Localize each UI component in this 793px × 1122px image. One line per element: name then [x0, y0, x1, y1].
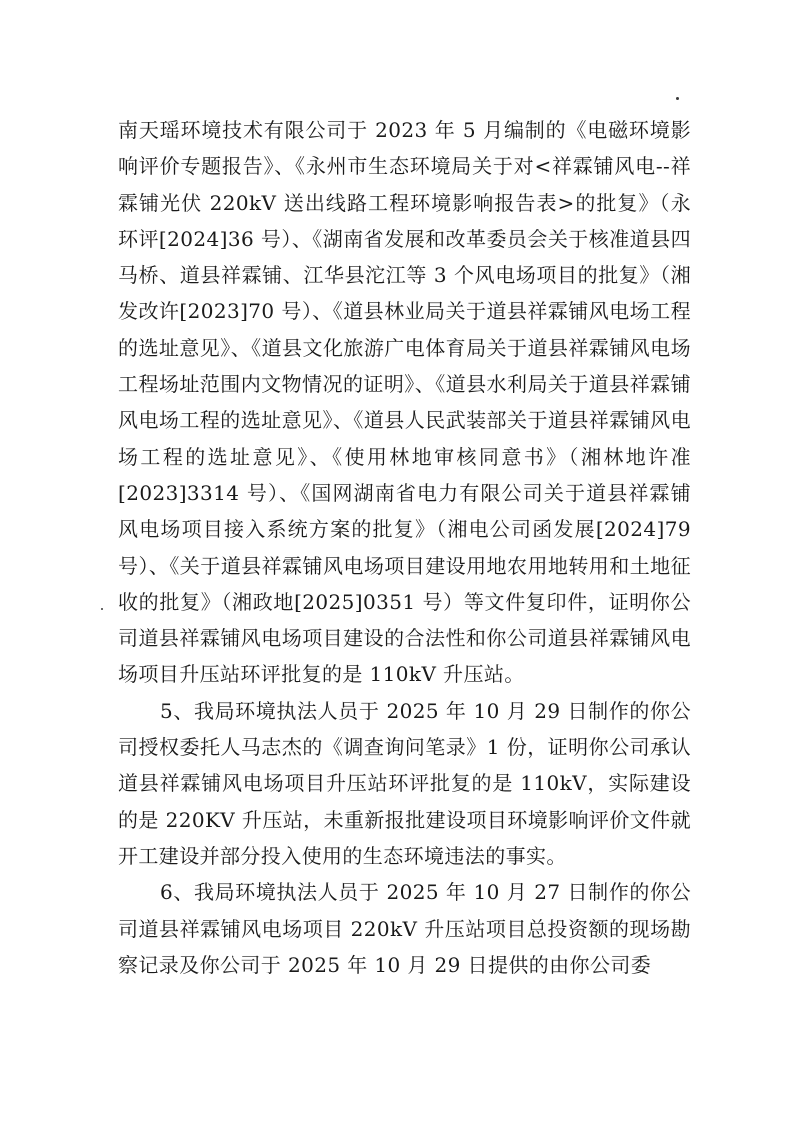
body-paragraph-continued: 南天瑶环境技术有限公司于 2023 年 5 月编制的《电磁环境影响评价专题报告》、《永州市生态环境局关于对<祥霖铺风电--祥霖铺光伏 220kV 送出线路工程环境影响报告表>的批复》（永环评[2024]36 号）、《湖南省发展和改革委员会关于核准道县四马桥、道县祥霖铺、江华县沱江等 3 个风电场项目的批复》（湘发改许[2023]70 号）、《道县林业局关于道县祥霖铺风电场工程的选址意见》、《道县文化旅游广电体育局关于道县祥霖铺风电场工程场址范围内文物情况的证明》、《道县水利局关于道县祥霖铺风电场工程的选址意见》、《道县人民武装部关于道县祥霖铺风电场工程的选址意见》、《使用林地审核同意书》（湘林地许准[2023]3314 号）、《国网湖南省电力有限公司关于道县祥霖铺风电场项目接入系统方案的批复》（湘电公司函发展[2024]79 号）、《关于道县祥霖铺风电场项目建设用地农用地转用和土地征收的批复》（湘政地[2025]0351 号）等文件复印件，证明你公司道县祥霖铺风电场项目建设的合法性和你公司道县祥霖铺风电场项目升压站环评批复的是 110kV 升压站。 [118, 118, 691, 687]
scan-speck-mark [101, 608, 103, 610]
scan-speck-mark [676, 97, 679, 100]
document-body [118, 112, 691, 983]
body-paragraph-item-6: 6、我局环境执法人员于 2025 年 10 月 27 日制作的你公司道县祥霖铺风电场项目 220kV 升压站项目总投资额的现场勘察记录及你公司于 2025 年 10 月 29 日提供的由你公司委 [118, 880, 691, 977]
body-paragraph-item-5: 5、我局环境执法人员于 2025 年 10 月 29 日制作的你公司授权委托人马志杰的《调查询问笔录》1 份，证明你公司承认道县祥霖铺风电场项目升压站环评批复的是 110kV，实际建设的是 220KV 升压站，未重新报批建设项目环境影响评价文件就开工建设并部分投入使用的生态环境违法的事实。 [118, 698, 691, 868]
